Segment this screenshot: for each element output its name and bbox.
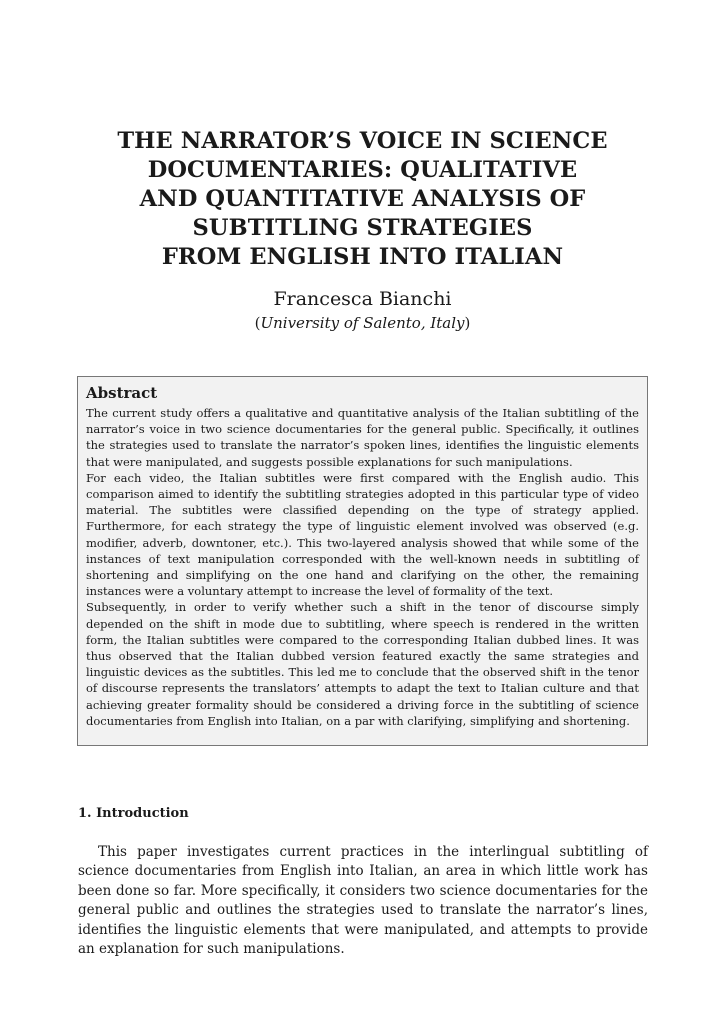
affiliation-text: University of Salento, Italy	[260, 314, 465, 332]
abstract-heading: Abstract	[86, 384, 158, 402]
author-name: Francesca Bianchi	[273, 288, 452, 310]
section-heading: 1. Introduction	[78, 806, 189, 821]
title-line-5: FROM ENGLISH INTO ITALIAN	[161, 244, 564, 270]
title-line-3: AND QUANTITATIVE ANALYSIS OF	[139, 186, 586, 212]
author-affiliation	[60, 313, 665, 333]
title-line-4: SUBTITLING STRATEGIES	[192, 215, 533, 241]
abstract-paragraph-2: For each video, the Italian subtitles were first compared with the English audio. This comparison aimed to identify the subtitling strategies adopted in this particular type of video material. The subtitles were classified depending on the type of strategy applied. Furthermore, for each strategy the type of linguistic element involved was observed (e.g. modifier, adverb, downtoner, etc.). This two-layered analysis showed that while some of the instances of text manipulation corresponded with the well-known needs in subtitling of shortening and simplifying on the one hand and clarifying on the other, the remaining instances were a voluntary attempt to increase the level of formality of the text.	[86, 470, 639, 599]
title-line-2: DOCUMENTARIES: QUALITATIVE	[147, 157, 578, 183]
title-line-1: THE NARRATOR’S VOICE IN SCIENCE	[117, 128, 608, 154]
introduction-paragraph: This paper investigates current practices in the interlingual subtitling of science documentaries from English into Italian, an area in which little work has been done so far. More specifically, it considers two science documentaries for the general public and outlines the strategies used to translate the narrator’s lines, identifies the linguistic elements that were manipulated, and attempts to provide an explanation for such manipulations.	[78, 844, 648, 958]
affiliation-open-paren: (	[254, 314, 261, 332]
paper-title	[60, 127, 665, 272]
affiliation-close-paren: )	[464, 314, 471, 332]
abstract-paragraph-1: The current study offers a qualitative and quantitative analysis of the Italian subtitling of the narrator’s voice in two science documentaries for the general public. Specifically, it outlines the strategies used to translate the narrator’s spoken lines, identifies the linguistic elements that were manipulated, and suggests possible explanations for such manipulations.	[86, 406, 639, 469]
abstract-box	[77, 376, 648, 746]
abstract-paragraph-3: Subsequently, in order to verify whether such a shift in the tenor of discourse simply depended on the shift in mode due to subtitling, where speech is rendered in the written form, the Italian subtitles were compared to the corresponding Italian dubbed lines. It was thus observed that the Italian dubbed version featured exactly the same strategies and linguistic devices as the subtitles. This led me to conclude that the observed shift in the tenor of discourse represents the translators’ attempts to adapt the text to Italian culture and that achieving greater formality should be considered a driving force in the subtitling of science documentaries from English into Italian, on a par with clarifying, simplifying and shortening.	[86, 600, 639, 728]
